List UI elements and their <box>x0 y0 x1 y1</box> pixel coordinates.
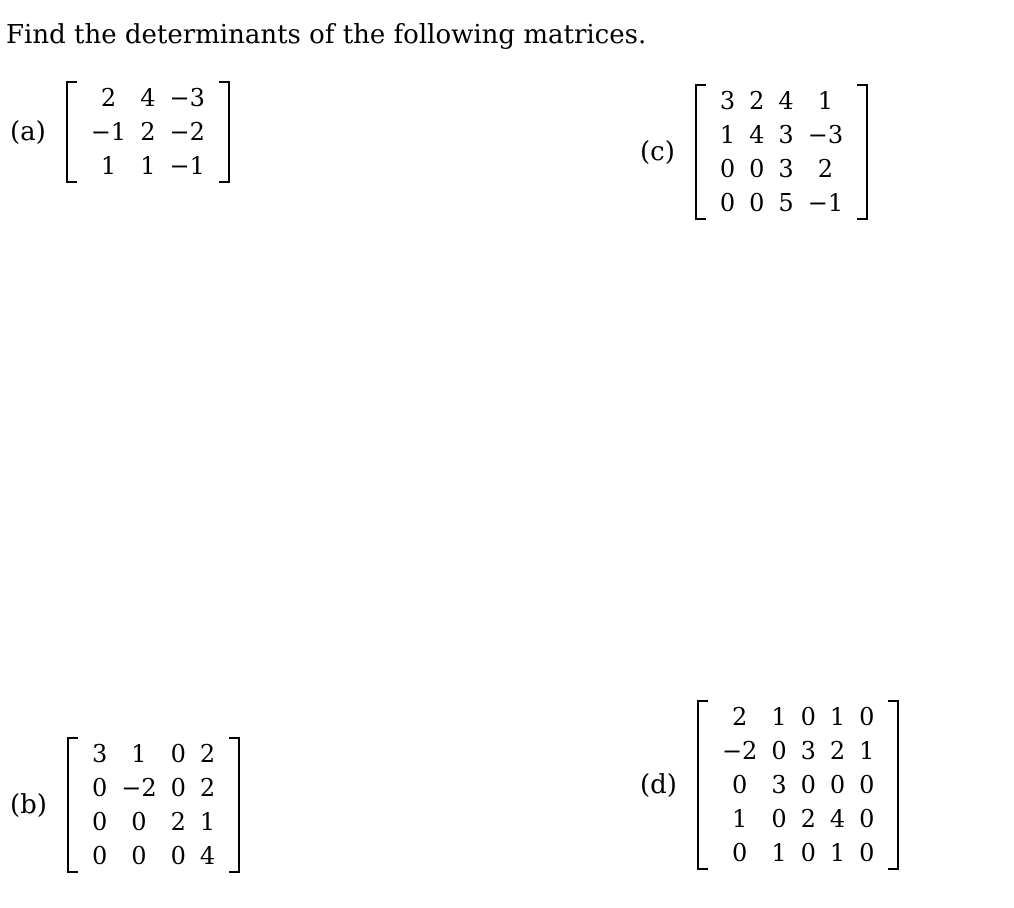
matrix-entry: −2 <box>721 737 758 765</box>
matrix-entry: 0 <box>800 771 816 799</box>
matrix-entry: 3 <box>778 121 794 149</box>
matrix-entry: 0 <box>749 189 765 217</box>
matrix-entry: 4 <box>778 87 794 115</box>
matrix-entry: 3 <box>800 737 816 765</box>
matrix-entry: −1 <box>807 189 844 217</box>
matrix-entry: 0 <box>91 774 108 802</box>
problem-c <box>640 84 868 220</box>
matrix-entry: 1 <box>829 839 846 867</box>
matrix-entry: 0 <box>731 839 748 867</box>
matrix-entry: 2 <box>199 774 216 802</box>
matrix-entry: 0 <box>131 808 147 836</box>
matrix-entry: 3 <box>771 771 787 799</box>
matrix-entry: 0 <box>800 839 816 867</box>
matrix-entry: 0 <box>719 155 736 183</box>
matrix-entry: 0 <box>131 842 147 870</box>
matrix-entry: 0 <box>859 771 875 799</box>
instruction-text: Find the determinants of the following matrices. <box>6 20 647 50</box>
matrix-entry: 1 <box>100 152 117 180</box>
matrix-entry: 2 <box>829 737 846 765</box>
matrix-entry: 0 <box>719 189 736 217</box>
matrix-entry: 1 <box>829 703 846 731</box>
matrix-entry: 0 <box>859 805 875 833</box>
problem-label: (c) <box>640 137 675 167</box>
matrix-entry: 3 <box>91 740 108 768</box>
matrix-entry: 0 <box>170 740 186 768</box>
matrix-entry: 0 <box>859 703 875 731</box>
problem-d <box>640 700 899 870</box>
matrix-entry: 2 <box>100 84 117 112</box>
matrix-entry: 1 <box>719 121 736 149</box>
matrix-entry: 0 <box>91 842 108 870</box>
matrix-entry: −2 <box>169 118 205 146</box>
matrix-entry: 2 <box>749 87 765 115</box>
matrix-entry: 0 <box>170 842 186 870</box>
matrix-entry: 4 <box>199 842 216 870</box>
problem-b <box>10 737 240 873</box>
matrix-entry: 2 <box>140 118 156 146</box>
matrix-entry: 4 <box>829 805 846 833</box>
problem-a <box>10 81 230 183</box>
matrix-entry: 0 <box>771 805 787 833</box>
matrix-entry: 5 <box>778 189 794 217</box>
matrix-entry: 1 <box>199 808 216 836</box>
matrix-entry: 2 <box>170 808 186 836</box>
matrix-entry: 4 <box>749 121 765 149</box>
matrix-entry: 1 <box>131 740 147 768</box>
matrix-entry: 1 <box>140 152 156 180</box>
matrix-entry: 0 <box>731 771 748 799</box>
matrix-entry: −1 <box>169 152 205 180</box>
matrix-entry: −3 <box>807 121 844 149</box>
matrix-entry: −3 <box>169 84 205 112</box>
matrix-entry: 0 <box>829 771 846 799</box>
matrix-entry: 0 <box>859 839 875 867</box>
matrix-b <box>67 737 240 873</box>
matrix-entry: 4 <box>140 84 156 112</box>
matrix-entry: −1 <box>90 118 127 146</box>
matrix-entry: 1 <box>771 839 787 867</box>
matrix-entry: 2 <box>731 703 748 731</box>
matrix-entry: 0 <box>800 703 816 731</box>
matrix-entry: 0 <box>91 808 108 836</box>
matrix-entry: 3 <box>719 87 736 115</box>
problem-label: (a) <box>10 117 46 147</box>
matrix-entry: 1 <box>859 737 875 765</box>
matrix-entry: 3 <box>778 155 794 183</box>
matrix-a <box>66 81 230 183</box>
matrix-entry: 1 <box>731 805 748 833</box>
matrix-c <box>695 84 868 220</box>
matrix-d <box>697 700 900 870</box>
matrix-entry: 1 <box>771 703 787 731</box>
matrix-entry: 2 <box>199 740 216 768</box>
matrix-entry: 0 <box>170 774 186 802</box>
problem-label: (d) <box>640 770 677 800</box>
matrix-entry: 2 <box>800 805 816 833</box>
matrix-entry: 1 <box>817 87 834 115</box>
matrix-entry: 0 <box>749 155 765 183</box>
matrix-entry: 0 <box>771 737 787 765</box>
matrix-entry: 2 <box>817 155 834 183</box>
problem-label: (b) <box>10 790 47 820</box>
matrix-entry: −2 <box>121 774 157 802</box>
